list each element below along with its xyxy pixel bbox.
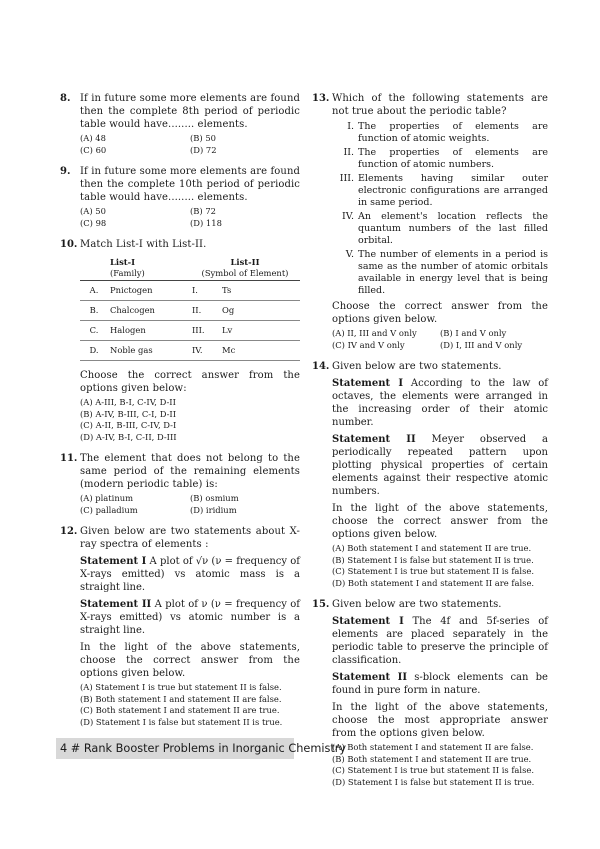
option-c: (C) IV and V only (332, 339, 405, 350)
statement-text: Meyer observed a periodically repeated pattern upon plotting physical properties of certain elements against their respective atomic numbers. (332, 434, 548, 497)
statement-label: Statement I (80, 556, 147, 567)
option-d: (D) Statement I is false but statement II is true. (332, 776, 535, 787)
option-b: (B) I and V only (440, 328, 507, 338)
page-footer: 4 # Rank Booster Problems in Inorganic Chemistry (56, 738, 294, 759)
statement-1 (80, 555, 300, 594)
option-a: (A) II, III and V only (332, 328, 417, 338)
choose-text: In the light of the above statements, choose the correct answer from the options given below. (332, 503, 548, 540)
row-family: Chalcogen (108, 301, 190, 321)
right-column (312, 92, 548, 797)
list-ii-header: List-II (230, 257, 260, 267)
question-text: Match List-I with List-II. (80, 239, 207, 250)
row-key: C. (80, 321, 108, 341)
statement-2 (332, 671, 548, 697)
options (332, 543, 548, 589)
options (80, 682, 300, 728)
statement-text: The 4f and 5f-series of elements are placed separately in the periodic table to preserve the principle of classification. (332, 616, 548, 666)
row-family: Pnictogen (108, 281, 190, 301)
question-text: Given below are two statements. (332, 599, 502, 610)
list-item (332, 173, 548, 209)
question-number: 9. (60, 166, 71, 177)
option-b: (B) A-IV, B-III, C-I, D-II (80, 408, 177, 419)
question-text: Which of the following statements are not true about the periodic table? (332, 93, 548, 117)
option-c: (C) 98 (80, 217, 107, 228)
row-key: B. (80, 301, 108, 321)
option-d: (D) Statement I is false but statement II is true. (80, 716, 283, 727)
option-c: (C) Statement I is true but statement II is false. (332, 566, 535, 576)
choose-text: In the light of the above statements, choose the correct answer from the options given below. (80, 642, 300, 679)
option-a: (A) Both statement I and statement II are true. (332, 543, 532, 553)
option-b: (B) Both statement I and statement II are false. (80, 693, 282, 704)
row-family: Halogen (108, 321, 190, 341)
option-d: (D) 72 (190, 144, 217, 155)
question-number: 8. (60, 93, 71, 104)
list-item (332, 147, 548, 171)
row-symbol: Mc (220, 341, 300, 361)
question-number: 11. (60, 453, 78, 464)
option-b: (B) Both statement I and statement II are true. (332, 753, 532, 764)
option-a: (A) A-III, B-I, C-IV, D-II (80, 397, 176, 407)
question-10 (60, 238, 300, 443)
statement-list (332, 121, 548, 297)
question-text: Given below are two statements about X-ray spectra of elements : (80, 526, 300, 550)
option-c: (C) A-II, B-III, C-IV, D-I (80, 420, 177, 430)
choose-text: In the light of the above statements, choose the most appropriate answer from the options given below. (332, 702, 548, 739)
statement-2 (80, 598, 300, 637)
question-8 (60, 92, 300, 156)
row-symbol: Lv (220, 321, 300, 341)
list-item (332, 121, 548, 145)
option-a: (A) 48 (80, 133, 106, 143)
table-row (80, 321, 300, 341)
list-item (332, 211, 548, 247)
question-11 (60, 452, 300, 516)
option-c: (C) Statement I is true but statement II is false. (332, 765, 535, 775)
question-12 (60, 525, 300, 728)
option-c: (C) 60 (80, 144, 107, 155)
options (332, 742, 548, 788)
row-roman: II. (190, 301, 220, 321)
item-number: IV. (342, 211, 354, 222)
list-item (332, 249, 548, 297)
row-symbol: Og (220, 301, 300, 321)
question-number: 15. (312, 599, 330, 610)
table-row (80, 341, 300, 361)
question-text: Given below are two statements. (332, 361, 502, 372)
option-a: (A) Both statement I and statement II are false. (332, 742, 534, 752)
option-b: (B) osmium (190, 493, 239, 503)
options (332, 328, 548, 351)
options (80, 397, 300, 443)
question-text: If in future some more elements are found then the complete 10th period of periodic table would have........ elements. (80, 166, 300, 203)
option-d: (D) A-IV, B-I, C-II, D-III (80, 431, 177, 442)
item-text: The number of elements in a period is same as the number of atomic orbitals available in energy level that is being filled. (358, 249, 548, 296)
row-key: A. (80, 281, 108, 301)
table-row (80, 281, 300, 301)
options (80, 493, 300, 516)
item-text: An element's location reflects the quantum numbers of the last filled orbital. (358, 211, 548, 246)
option-c: (C) palladium (80, 504, 138, 515)
options (80, 133, 300, 156)
option-b: (B) Statement I is false but statement II is true. (332, 554, 534, 565)
statement-label: Statement I (332, 616, 404, 627)
question-15 (312, 598, 548, 788)
question-9 (60, 165, 300, 229)
question-14 (312, 360, 548, 589)
option-a: (A) 50 (80, 206, 106, 216)
option-c: (C) Both statement I and statement II are true. (80, 705, 280, 715)
options (80, 206, 300, 229)
question-13 (312, 92, 548, 351)
row-key: D. (80, 341, 108, 361)
question-number: 10. (60, 239, 78, 250)
question-text: If in future some more elements are found then the complete 8th period of periodic table would have........ elements. (80, 93, 300, 130)
option-a: (A) platinum (80, 493, 134, 503)
row-roman: I. (190, 281, 220, 301)
option-a: (A) Statement I is true but statement II is false. (80, 682, 282, 692)
statement-1 (332, 377, 548, 429)
list-i-subheader: (Family) (110, 268, 145, 278)
item-number: V. (345, 249, 354, 260)
statement-label: Statement II (80, 599, 152, 610)
question-number: 14. (312, 361, 330, 372)
statement-text: According to the law of octaves, the elements were arranged in the increasing order of their atomic number. (332, 378, 548, 428)
item-text: The properties of elements are function of atomic numbers. (358, 147, 548, 170)
row-family: Noble gas (108, 341, 190, 361)
question-number: 13. (312, 93, 330, 104)
statement-label: Statement II (332, 672, 407, 683)
row-roman: III. (190, 321, 220, 341)
row-roman: IV. (190, 341, 220, 361)
item-text: Elements having similar outer electronic configurations are arranged in same period. (358, 173, 548, 208)
statement-label: Statement I (332, 378, 404, 389)
left-column (60, 92, 300, 737)
table-row (80, 301, 300, 321)
statement-text: A plot of √ν (ν = frequency of X-rays emitted) vs atomic mass is a straight line. (80, 556, 300, 593)
row-symbol: Ts (220, 281, 300, 301)
match-table (80, 256, 300, 361)
statement-text: A plot of ν (ν = frequency of X-rays emitted) vs atomic number is a straight line. (80, 599, 300, 636)
item-number: I. (347, 121, 354, 132)
question-text: The element that does not belong to the same period of the remaining elements (modern periodic table) is: (80, 453, 300, 490)
option-b: (B) 50 (190, 133, 217, 143)
item-text: The properties of elements are function of atomic weights. (358, 121, 548, 144)
option-d: (D) 118 (190, 217, 222, 228)
statement-text: s-block elements can be found in pure form in nature. (332, 672, 548, 696)
option-d: (D) I, III and V only (440, 339, 523, 350)
statement-1 (332, 615, 548, 667)
option-d: (D) iridium (190, 504, 237, 515)
statement-label: Statement II (332, 434, 416, 445)
choose-text: Choose the correct answer from the options given below: (80, 370, 300, 394)
choose-text: Choose the correct answer from the options given below. (332, 301, 548, 325)
option-d: (D) Both statement I and statement II are false. (332, 577, 535, 588)
item-number: II. (343, 147, 354, 158)
question-number: 12. (60, 526, 78, 537)
statement-2 (332, 433, 548, 498)
item-number: III. (339, 173, 354, 184)
list-ii-subheader: (Symbol of Element) (201, 268, 289, 278)
list-i-header: List-I (110, 257, 136, 267)
option-b: (B) 72 (190, 206, 217, 216)
